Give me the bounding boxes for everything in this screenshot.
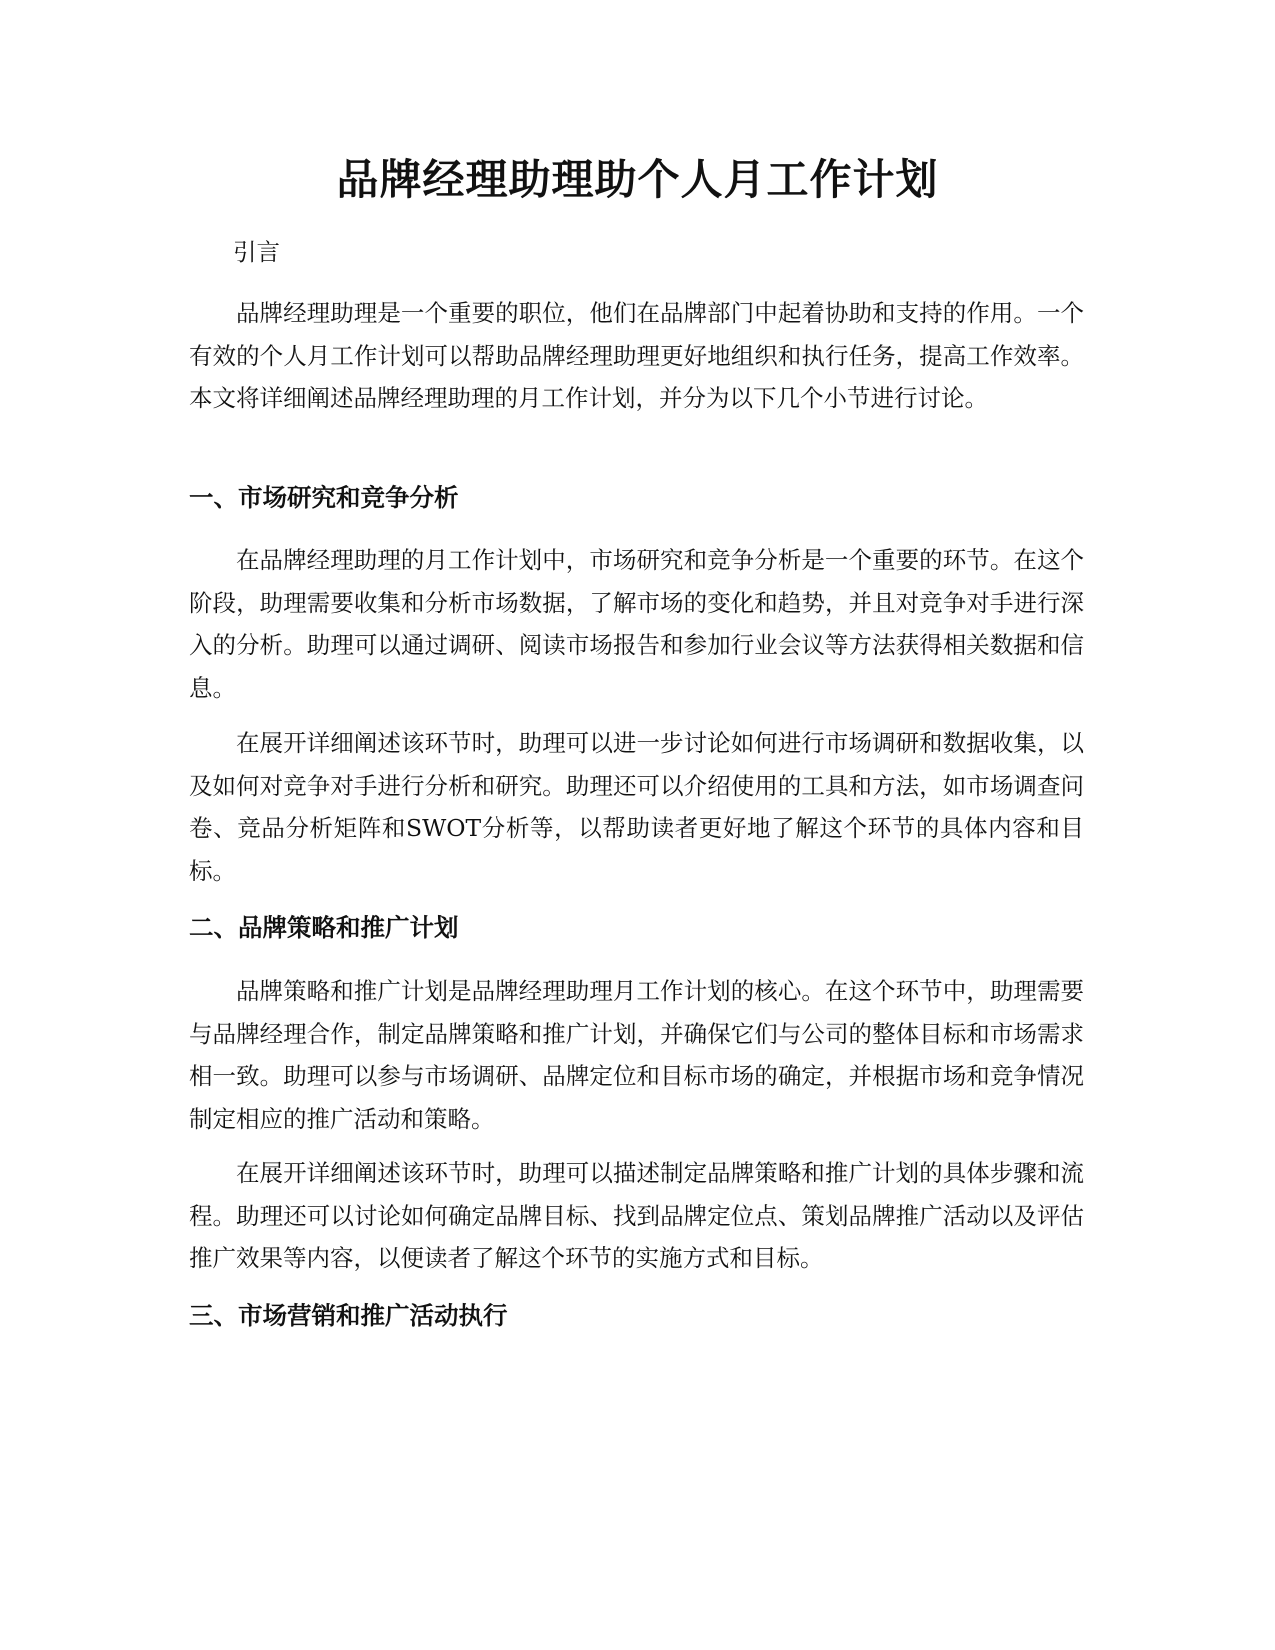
document-title: 品牌经理助理助个人月工作计划 (336, 155, 939, 204)
section-heading-1: 一、市场研究和竞争分析 (189, 483, 459, 512)
section-2-paragraph-2: 在展开详细阐述该环节时，助理可以描述制定品牌策略和推广计划的具体步骤和流程。助理还可以讨论如何确定品牌目标、找到品牌定位点、策划品牌推广活动以及评估推广效果等内容，以便读者了解这个环节的实施方式和目标。 (189, 1159, 1084, 1272)
section-1-paragraph-2: 在展开详细阐述该环节时，助理可以进一步讨论如何进行市场调研和数据收集，以及如何对竞争对手进行分析和研究。助理还可以介绍使用的工具和方法，如市场调查问卷、竞品分析矩阵和SWOT分析等，以帮助读者更好地了解这个环节的具体内容和目标。 (189, 729, 1084, 885)
section-2-paragraph-1: 品牌策略和推广计划是品牌经理助理月工作计划的核心。在这个环节中，助理需要与品牌经理合作，制定品牌策略和推广计划，并确保它们与公司的整体目标和市场需求相一致。助理可以参与市场调研、品牌定位和目标市场的确定，并根据市场和竞争情况制定相应的推广活动和策略。 (189, 977, 1084, 1133)
section-heading-2: 二、品牌策略和推广计划 (189, 913, 459, 942)
intro-label: 引言 (233, 238, 280, 266)
section-1-paragraph-1: 在品牌经理助理的月工作计划中，市场研究和竞争分析是一个重要的环节。在这个阶段，助理需要收集和分析市场数据，了解市场的变化和趋势，并且对竞争对手进行深入的分析。助理可以通过调研、阅读市场报告和参加行业会议等方法获得相关数据和信息。 (189, 546, 1084, 702)
section-heading-3: 三、市场营销和推广活动执行 (189, 1301, 508, 1330)
intro-paragraph: 品牌经理助理是一个重要的职位，他们在品牌部门中起着协助和支持的作用。一个有效的个人月工作计划可以帮助品牌经理助理更好地组织和执行任务，提高工作效率。本文将详细阐述品牌经理助理的月工作计划，并分为以下几个小节进行讨论。 (189, 299, 1084, 412)
